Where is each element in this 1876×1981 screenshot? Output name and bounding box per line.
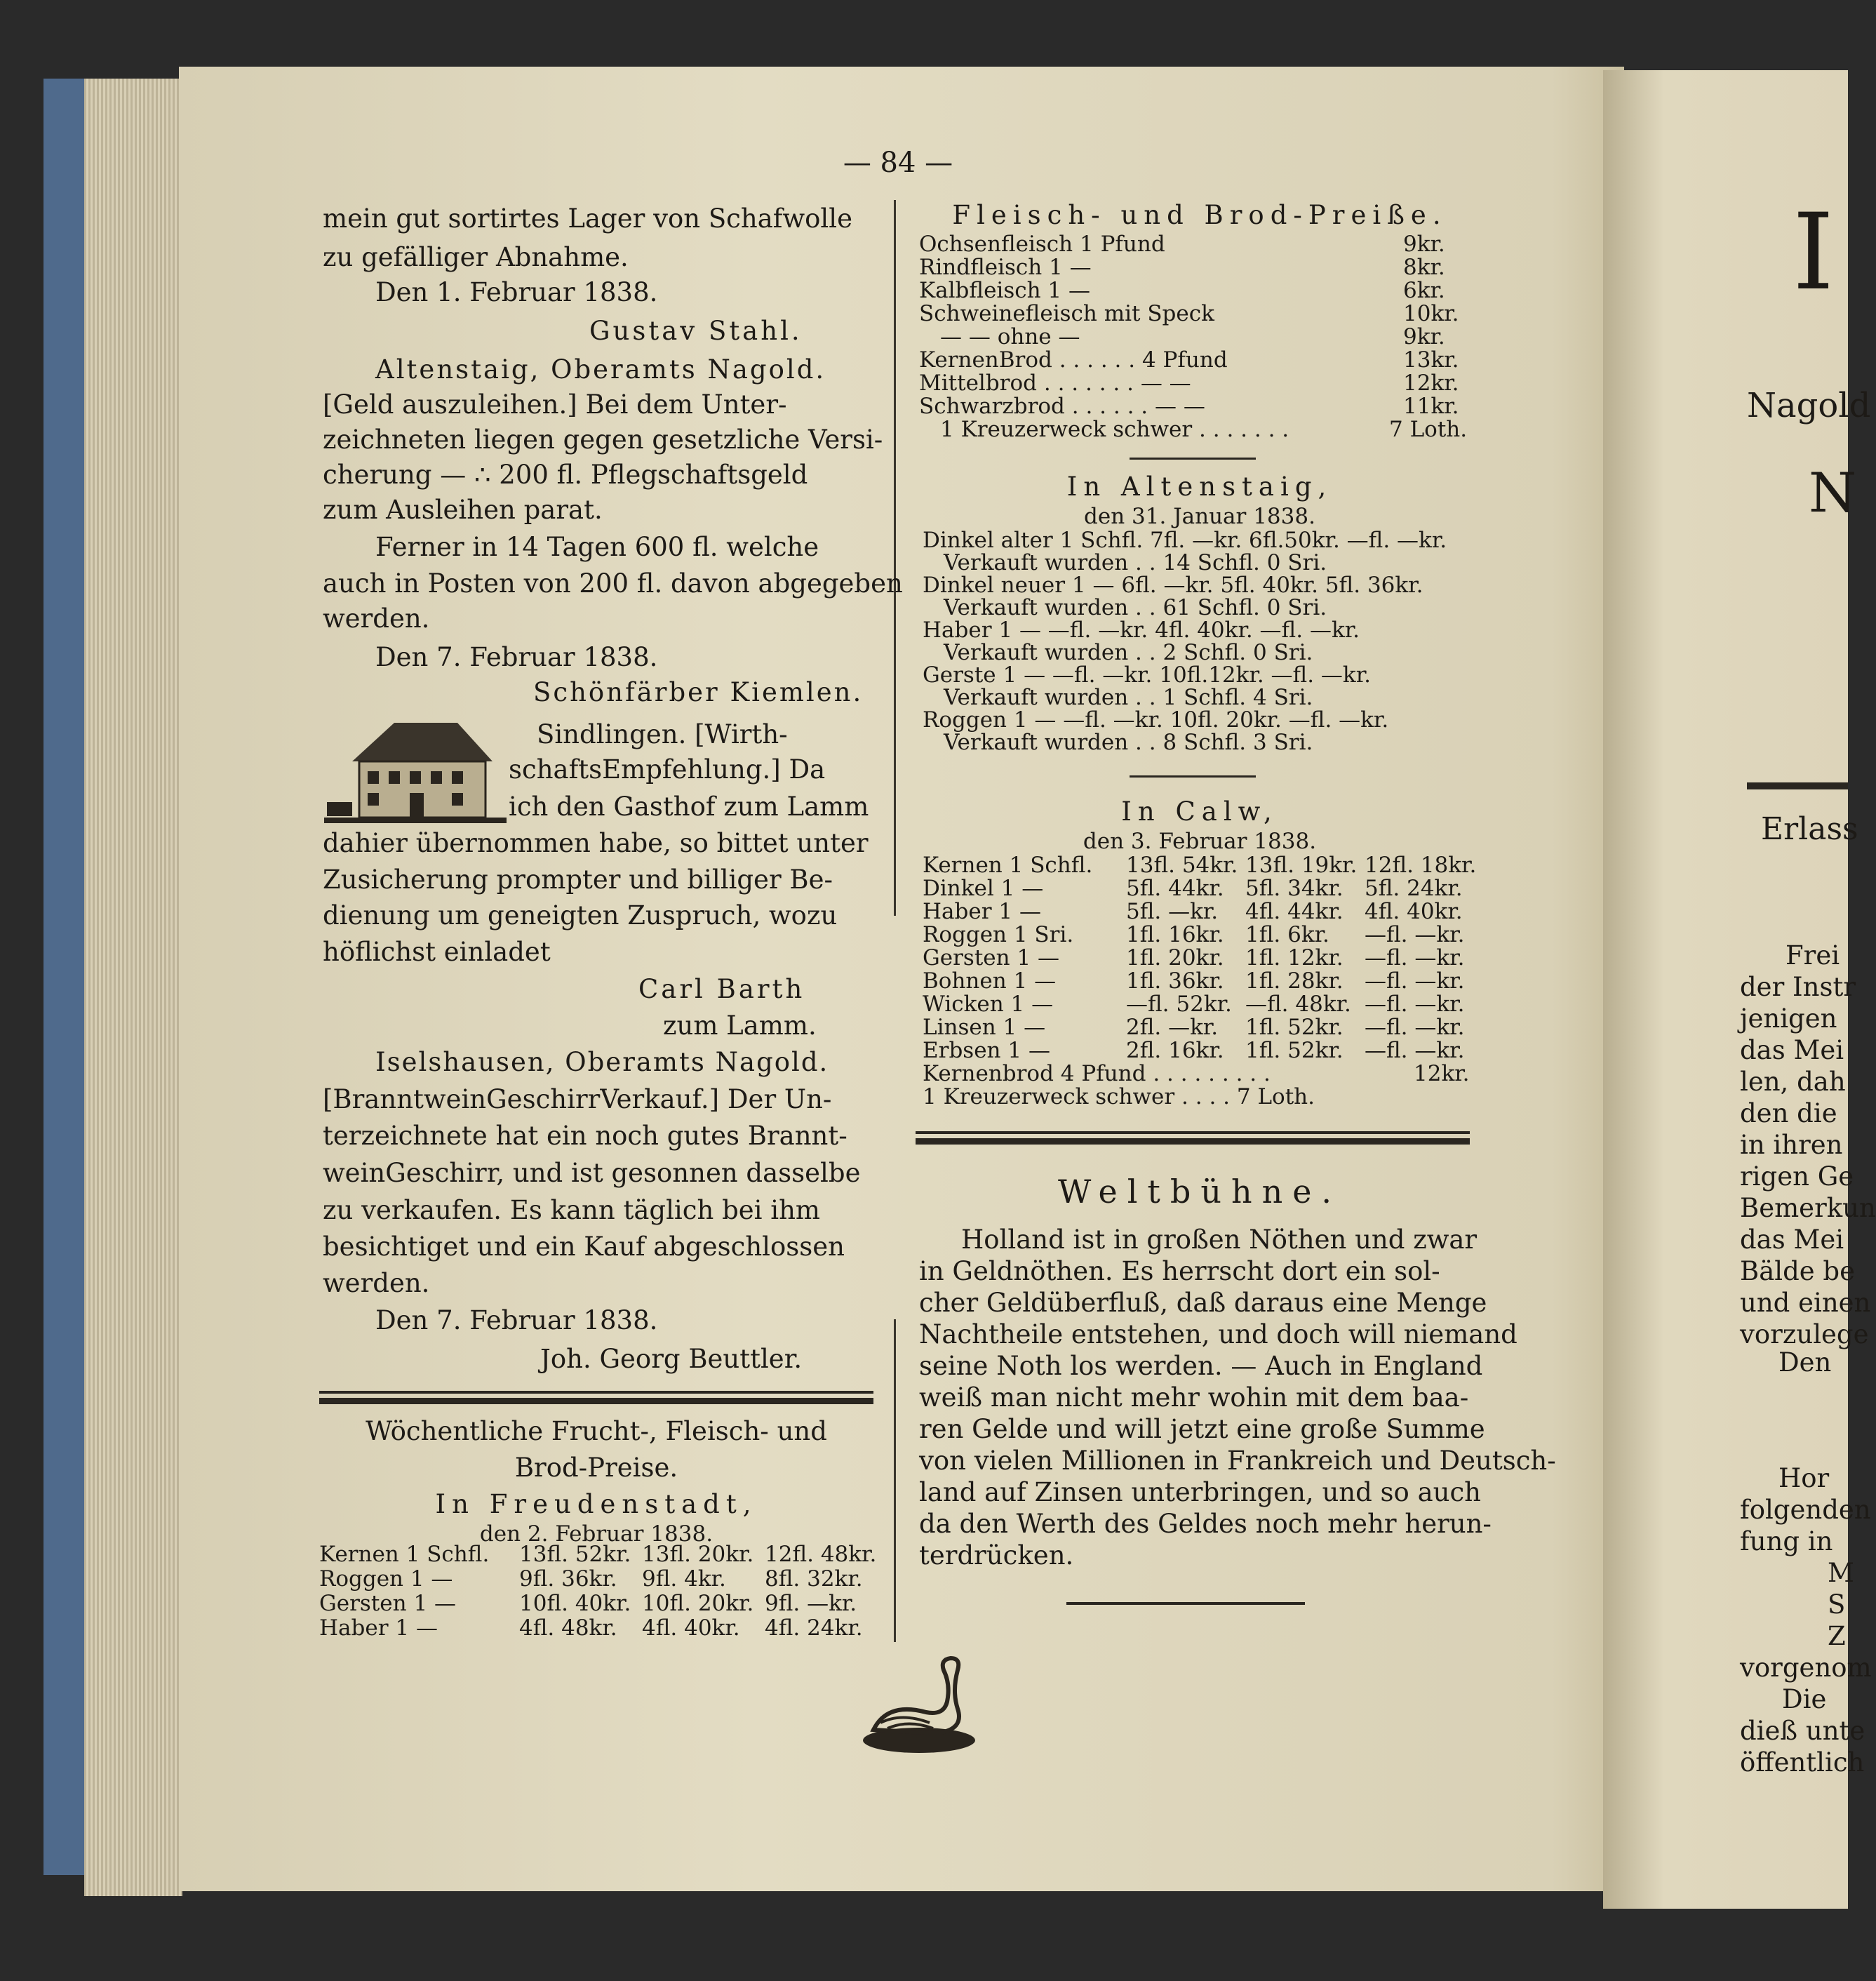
text-line: [BranntweinGeschirrVerkauf.] Der Un- — [323, 1084, 832, 1114]
table-cell: 13fl. 52kr. — [519, 1542, 631, 1567]
table-cell: 5fl. —kr. — [1126, 899, 1219, 924]
text-line: besichtiget und ein Kauf abgeschlossen — [323, 1232, 845, 1262]
text-line: Z — [1828, 1621, 1846, 1651]
double-rule — [319, 1398, 873, 1404]
signature: Schönfärber Kiemlen. — [533, 677, 864, 707]
table-cell: Erbsen 1 — — [923, 1038, 1050, 1063]
table-cell: Bohnen 1 — — [923, 968, 1057, 994]
short-rule — [1130, 775, 1256, 778]
section-title: Weltbühne. — [1057, 1173, 1342, 1210]
text-line: mein gut sortirtes Lager von Schafwolle — [323, 204, 852, 234]
text-line: ich den Gasthof zum Lamm — [509, 792, 869, 822]
market-row: Dinkel alter 1 Schfl. 7fl. —kr. 6fl.50kr. —fl. —kr. — [923, 528, 1447, 553]
text-line: höflichst einladet — [323, 937, 551, 967]
ad-heading: Iselshausen, Oberamts Nagold. — [375, 1047, 829, 1077]
price-value: 13kr. — [1403, 347, 1459, 373]
table-cell: Gersten 1 — — [319, 1591, 457, 1616]
text-line: folgenden — [1740, 1495, 1871, 1525]
table-cell: Dinkel 1 — — [923, 876, 1044, 901]
price-value: 12kr. — [1414, 1061, 1470, 1086]
price-label: Ochsenfleisch 1 Pfund — [919, 232, 1165, 257]
heading-fragment: Nagold — [1747, 386, 1871, 425]
double-rule — [916, 1131, 1470, 1134]
page-number: — 84 — — [843, 147, 953, 179]
section-title: Wöchentliche Frucht-, Fleisch- und — [366, 1416, 827, 1446]
double-rule — [916, 1138, 1470, 1145]
column-divider-top — [894, 200, 896, 916]
table-cell: —fl. 52kr. — [1126, 992, 1232, 1017]
signature: zum Lamm. — [663, 1010, 817, 1041]
town-heading: In Calw, — [1121, 796, 1278, 827]
text-line: Nachtheile entstehen, und doch will niemand — [919, 1319, 1517, 1349]
table-cell: 5fl. 24kr. — [1365, 876, 1463, 901]
town-date: den 3. Februar 1838. — [1083, 829, 1317, 854]
text-line: in ihren — [1740, 1130, 1843, 1160]
text-line: Holland ist in großen Nöthen und zwar — [961, 1225, 1478, 1255]
text-line: werden. — [323, 1268, 430, 1298]
text-line: werden. — [323, 603, 430, 634]
text-line: öffentlich — [1740, 1747, 1865, 1777]
heading-fragment: Erlass — [1761, 811, 1858, 847]
table-cell: 8fl. 32kr. — [765, 1566, 863, 1592]
text-line: cher Geldüberfluß, daß daraus eine Menge — [919, 1288, 1487, 1318]
price-value: 6kr. — [1403, 278, 1445, 303]
price-label: Kalbfleisch 1 — — [919, 278, 1091, 303]
text-line: der Instr — [1740, 972, 1856, 1002]
price-label: Mittelbrod . . . . . . . — — — [919, 371, 1191, 396]
text-line: zeichneten liegen gegen gesetzliche Versi- — [323, 425, 883, 455]
ornament-rule — [1066, 1602, 1305, 1605]
price-value: 9kr. — [1403, 324, 1445, 349]
table-cell: 13fl. 54kr. — [1126, 853, 1238, 878]
rule — [1747, 782, 1848, 789]
market-row: Haber 1 — —fl. —kr. 4fl. 40kr. —fl. —kr. — [923, 618, 1360, 643]
swan-vignette-icon — [859, 1653, 979, 1758]
table-cell: 9fl. —kr. — [765, 1591, 857, 1616]
table-cell: 10fl. 20kr. — [642, 1591, 754, 1616]
text-line: von vielen Millionen in Frankreich und Deutsch- — [919, 1446, 1556, 1476]
table-cell: 9fl. 4kr. — [642, 1566, 726, 1592]
table-cell: 2fl. —kr. — [1126, 1015, 1219, 1040]
signature: Carl Barth — [638, 974, 805, 1004]
table-cell: Gersten 1 — — [923, 945, 1060, 971]
text-line: terzeichnete hat ein noch gutes Brannt- — [323, 1121, 847, 1151]
table-cell: 5fl. 44kr. — [1126, 876, 1224, 901]
text-line: vorgenom — [1740, 1653, 1872, 1683]
text-line: weinGeschirr, und ist gesonnen dasselbe — [323, 1158, 861, 1188]
market-row: Verkauft wurden . . 1 Schfl. 4 Sri. — [944, 685, 1313, 710]
table-cell: —fl. —kr. — [1365, 992, 1465, 1017]
table-cell: Roggen 1 — — [319, 1566, 453, 1592]
text-line: M — [1828, 1558, 1854, 1588]
price-value: 9kr. — [1403, 232, 1445, 257]
table-cell: 10fl. 40kr. — [519, 1591, 631, 1616]
section-title: Fleisch- und Brod-Preiße. — [952, 200, 1447, 230]
text-line: ren Gelde und will jetzt eine große Summe — [919, 1414, 1485, 1444]
text-line: schaftsEmpfehlung.] Da — [509, 754, 826, 785]
text-line: terdrücken. — [919, 1540, 1074, 1570]
table-cell: 4fl. 24kr. — [765, 1615, 863, 1641]
signature: Joh. Georg Beuttler. — [540, 1344, 803, 1374]
price-label: Rindfleisch 1 — — [919, 255, 1092, 280]
text-line: zu verkaufen. Es kann täglich bei ihm — [323, 1195, 820, 1225]
price-label: KernenBrod . . . . . . 4 Pfund — [919, 347, 1228, 373]
price-label: 1 Kreuzerweck schwer . . . . 7 Loth. — [923, 1084, 1315, 1109]
text-line: Die — [1782, 1684, 1827, 1714]
table-cell: 1fl. 16kr. — [1126, 922, 1224, 947]
ad-heading: Sindlingen. [Wirth- — [537, 719, 788, 749]
town-date: den 31. Januar 1838. — [1084, 504, 1315, 529]
table-cell: Wicken 1 — — [923, 992, 1054, 1017]
table-cell: 1fl. 6kr. — [1245, 922, 1329, 947]
text-line: Den 1. Februar 1838. — [375, 277, 658, 307]
text-line: S — [1828, 1589, 1846, 1620]
table-cell: —fl. 48kr. — [1245, 992, 1351, 1017]
table-cell: 4fl. 40kr. — [1365, 899, 1463, 924]
text-line: weiß man nicht mehr wohin mit dem baa- — [919, 1382, 1469, 1413]
price-label: 1 Kreuzerweck schwer . . . . . . . — [940, 417, 1289, 442]
market-row: Verkauft wurden . . 2 Schfl. 0 Sri. — [944, 640, 1313, 665]
text-line: Bemerkun — [1740, 1193, 1876, 1223]
table-cell: Kernen 1 Schfl. — [319, 1542, 490, 1567]
table-cell: 1fl. 28kr. — [1245, 968, 1344, 994]
table-cell: 13fl. 20kr. — [642, 1542, 754, 1567]
text-line: dahier übernommen habe, so bittet unter — [323, 828, 869, 858]
market-row: Dinkel neuer 1 — 6fl. —kr. 5fl. 40kr. 5fl. 36kr. — [923, 573, 1423, 598]
market-row: Verkauft wurden . . 61 Schfl. 0 Sri. — [944, 595, 1327, 620]
table-cell: Haber 1 — — [923, 899, 1041, 924]
section-title: Brod-Preise. — [514, 1453, 678, 1483]
table-cell: —fl. —kr. — [1365, 1038, 1465, 1063]
text-line: dieß unte — [1740, 1716, 1865, 1746]
town-heading: In Altenstaig, — [1066, 472, 1333, 502]
text-line: zum Ausleihen parat. — [323, 495, 603, 525]
text-line: zu gefälliger Abnahme. — [323, 242, 629, 272]
table-cell: 1fl. 12kr. — [1245, 945, 1344, 971]
text-line: Den — [1778, 1347, 1832, 1378]
table-cell: 9fl. 36kr. — [519, 1566, 617, 1592]
ad-heading: Altenstaig, Oberamts Nagold. — [375, 354, 826, 385]
town-heading: In Freudenstadt, — [435, 1489, 758, 1519]
text-line: Den 7. Februar 1838. — [375, 1305, 658, 1335]
table-cell: 4fl. 44kr. — [1245, 899, 1344, 924]
text-line: in Geldnöthen. Es herrscht dort ein sol- — [919, 1256, 1440, 1286]
price-value: 8kr. — [1403, 255, 1445, 280]
text-line: Frei — [1785, 940, 1840, 971]
text-line: da den Werth des Geldes noch mehr herun- — [919, 1509, 1492, 1539]
price-value: 12kr. — [1403, 371, 1459, 396]
text-line: dienung um geneigten Zuspruch, wozu — [323, 900, 838, 931]
text-line: Den 7. Februar 1838. — [375, 642, 658, 672]
table-cell: 12fl. 18kr. — [1365, 853, 1477, 878]
table-cell: 13fl. 19kr. — [1245, 853, 1358, 878]
table-cell: Roggen 1 Sri. — [923, 922, 1074, 947]
text-line: vorzulege — [1740, 1319, 1869, 1349]
market-row: Verkauft wurden . . 14 Schfl. 0 Sri. — [944, 550, 1327, 575]
text-line: seine Noth los werden. — Auch in England — [919, 1351, 1483, 1381]
table-cell: 4fl. 40kr. — [642, 1615, 740, 1641]
market-row: Verkauft wurden . . 8 Schfl. 3 Sri. — [944, 730, 1313, 755]
text-line: Bälde be — [1740, 1256, 1856, 1286]
table-cell: 2fl. 16kr. — [1126, 1038, 1224, 1063]
text-line: das Mei — [1740, 1225, 1844, 1255]
price-label: — — ohne — — [940, 324, 1080, 349]
table-cell: 5fl. 34kr. — [1245, 876, 1344, 901]
text-line: Hor — [1778, 1463, 1830, 1493]
text-line: Zusicherung prompter und billiger Be- — [323, 865, 833, 895]
price-value: 7 Loth. — [1389, 417, 1468, 442]
price-value: 10kr. — [1403, 301, 1459, 326]
initial-letter: I — [1793, 192, 1835, 314]
table-cell: Kernen 1 Schfl. — [923, 853, 1093, 878]
text-line: Ferner in 14 Tagen 600 fl. welche — [375, 532, 819, 562]
text-line: cherung — ∴ 200 fl. Pflegschaftsgeld — [323, 460, 808, 490]
table-cell: —fl. —kr. — [1365, 945, 1465, 971]
price-label: Schwarzbrod . . . . . . — — — [919, 394, 1205, 419]
heading-fragment: N — [1809, 462, 1857, 525]
text-line: [Geld auszuleihen.] Bei dem Unter- — [323, 389, 787, 420]
price-value: 11kr. — [1403, 394, 1459, 419]
table-cell: 1fl. 36kr. — [1126, 968, 1224, 994]
signature: Gustav Stahl. — [589, 316, 803, 346]
text-line: land auf Zinsen unterbringen, und so auch — [919, 1477, 1482, 1507]
text-line: das Mei — [1740, 1035, 1844, 1065]
table-cell: 1fl. 52kr. — [1245, 1038, 1344, 1063]
price-label: Kernenbrod 4 Pfund . . . . . . . . . — [923, 1061, 1271, 1086]
text-line: fung in — [1740, 1526, 1833, 1556]
table-cell: 1fl. 52kr. — [1245, 1015, 1344, 1040]
house-woodcut-icon — [324, 712, 507, 832]
table-cell: —fl. —kr. — [1365, 1015, 1465, 1040]
table-cell: —fl. —kr. — [1365, 922, 1465, 947]
text-line: auch in Posten von 200 fl. davon abgegeben — [323, 568, 903, 599]
text-line: den die — [1740, 1098, 1837, 1128]
table-cell: Haber 1 — — [319, 1615, 438, 1641]
text-line: rigen Ge — [1740, 1161, 1854, 1192]
column-divider-bottom — [894, 1319, 896, 1642]
price-label: Schweinefleisch mit Speck — [919, 301, 1214, 326]
town-date: den 2. Februar 1838. — [479, 1521, 713, 1547]
market-row: Roggen 1 — —fl. —kr. 10fl. 20kr. —fl. —kr. — [923, 707, 1389, 733]
table-cell: 12fl. 48kr. — [765, 1542, 877, 1567]
page-edges — [84, 79, 182, 1896]
text-line: len, dah — [1740, 1067, 1846, 1097]
text-line: und einen — [1740, 1288, 1871, 1318]
table-cell: —fl. —kr. — [1365, 968, 1465, 994]
table-cell: Linsen 1 — — [923, 1015, 1046, 1040]
double-rule — [319, 1391, 873, 1394]
text-line: jenigen — [1740, 1003, 1837, 1034]
table-cell: 4fl. 48kr. — [519, 1615, 617, 1641]
short-rule — [1130, 458, 1256, 460]
market-row: Gerste 1 — —fl. —kr. 10fl.12kr. —fl. —kr. — [923, 662, 1371, 688]
table-cell: 1fl. 20kr. — [1126, 945, 1224, 971]
